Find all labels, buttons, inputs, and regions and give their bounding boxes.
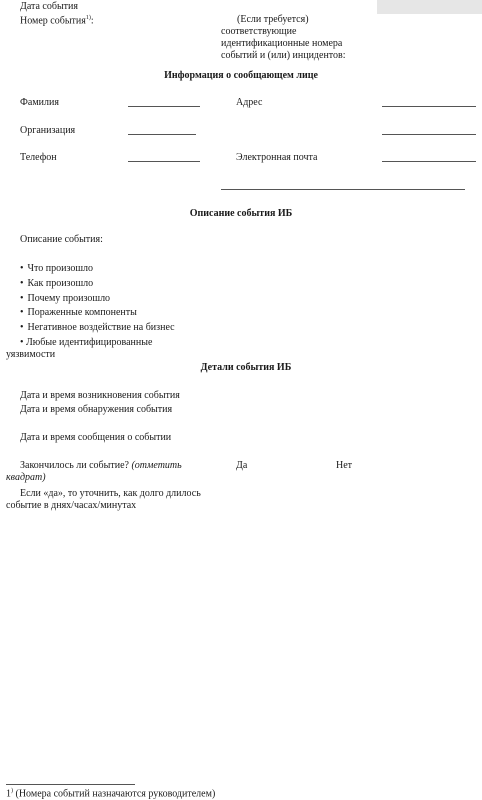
ended-question: Закончилось ли событие? (отметить квадрат) — [6, 460, 182, 483]
reporter-section-title: Информация о сообщающем лице — [164, 70, 318, 81]
section-divider — [221, 189, 465, 190]
no-option[interactable]: Нет — [336, 460, 353, 471]
email-label: Электронная почта — [236, 152, 318, 163]
bullet-impact: • Негативное воздействие на бизнес — [20, 322, 175, 334]
footnote: 1) (Номера событий назначаются руководителем) — [6, 788, 216, 800]
occurred-label: Дата и время возникновения события — [20, 390, 180, 401]
email-field[interactable] — [382, 161, 476, 162]
address-field-line-2[interactable] — [382, 134, 476, 135]
yes-option[interactable]: Да — [236, 460, 248, 471]
details-section-title: Детали события ИБ — [200, 362, 292, 373]
description-section-title: Описание события ИБ — [189, 208, 293, 219]
event-number-label: Номер события$^{1)}$: — [20, 15, 94, 27]
phone-field[interactable] — [128, 161, 200, 162]
bullet-components: • Пораженные компоненты — [20, 307, 137, 319]
bullet-why: • Почему произошло — [20, 293, 110, 305]
header-shaded-cell — [377, 0, 482, 14]
reported-label: Дата и время сообщения о событии — [20, 432, 172, 443]
phone-label: Телефон — [20, 152, 57, 163]
bullet-how: • Как произошло — [20, 278, 93, 290]
event-date-label: Дата события — [20, 1, 78, 12]
address-label: Адрес — [236, 97, 263, 108]
surname-field[interactable] — [128, 106, 200, 107]
description-label: Описание события: — [20, 234, 103, 245]
detected-label: Дата и время обнаружения события — [20, 404, 173, 415]
bullet-vulnerabilities: • Любые идентифицированные уязвимости — [6, 337, 153, 360]
organization-field[interactable] — [128, 134, 196, 135]
address-field[interactable] — [382, 106, 476, 107]
bullet-what: • Что произошло — [20, 263, 93, 275]
organization-label: Организация — [20, 125, 76, 136]
footnote-separator — [6, 784, 135, 785]
duration-label: Если «да», то уточнить, как долго длилось событие в днях/часах/минутах — [6, 488, 201, 511]
if-required-note: (Если требуется) соответствующие идентификационные номера событий и (или) инцидентов: — [221, 14, 346, 61]
surname-label: Фамилия — [20, 97, 59, 108]
